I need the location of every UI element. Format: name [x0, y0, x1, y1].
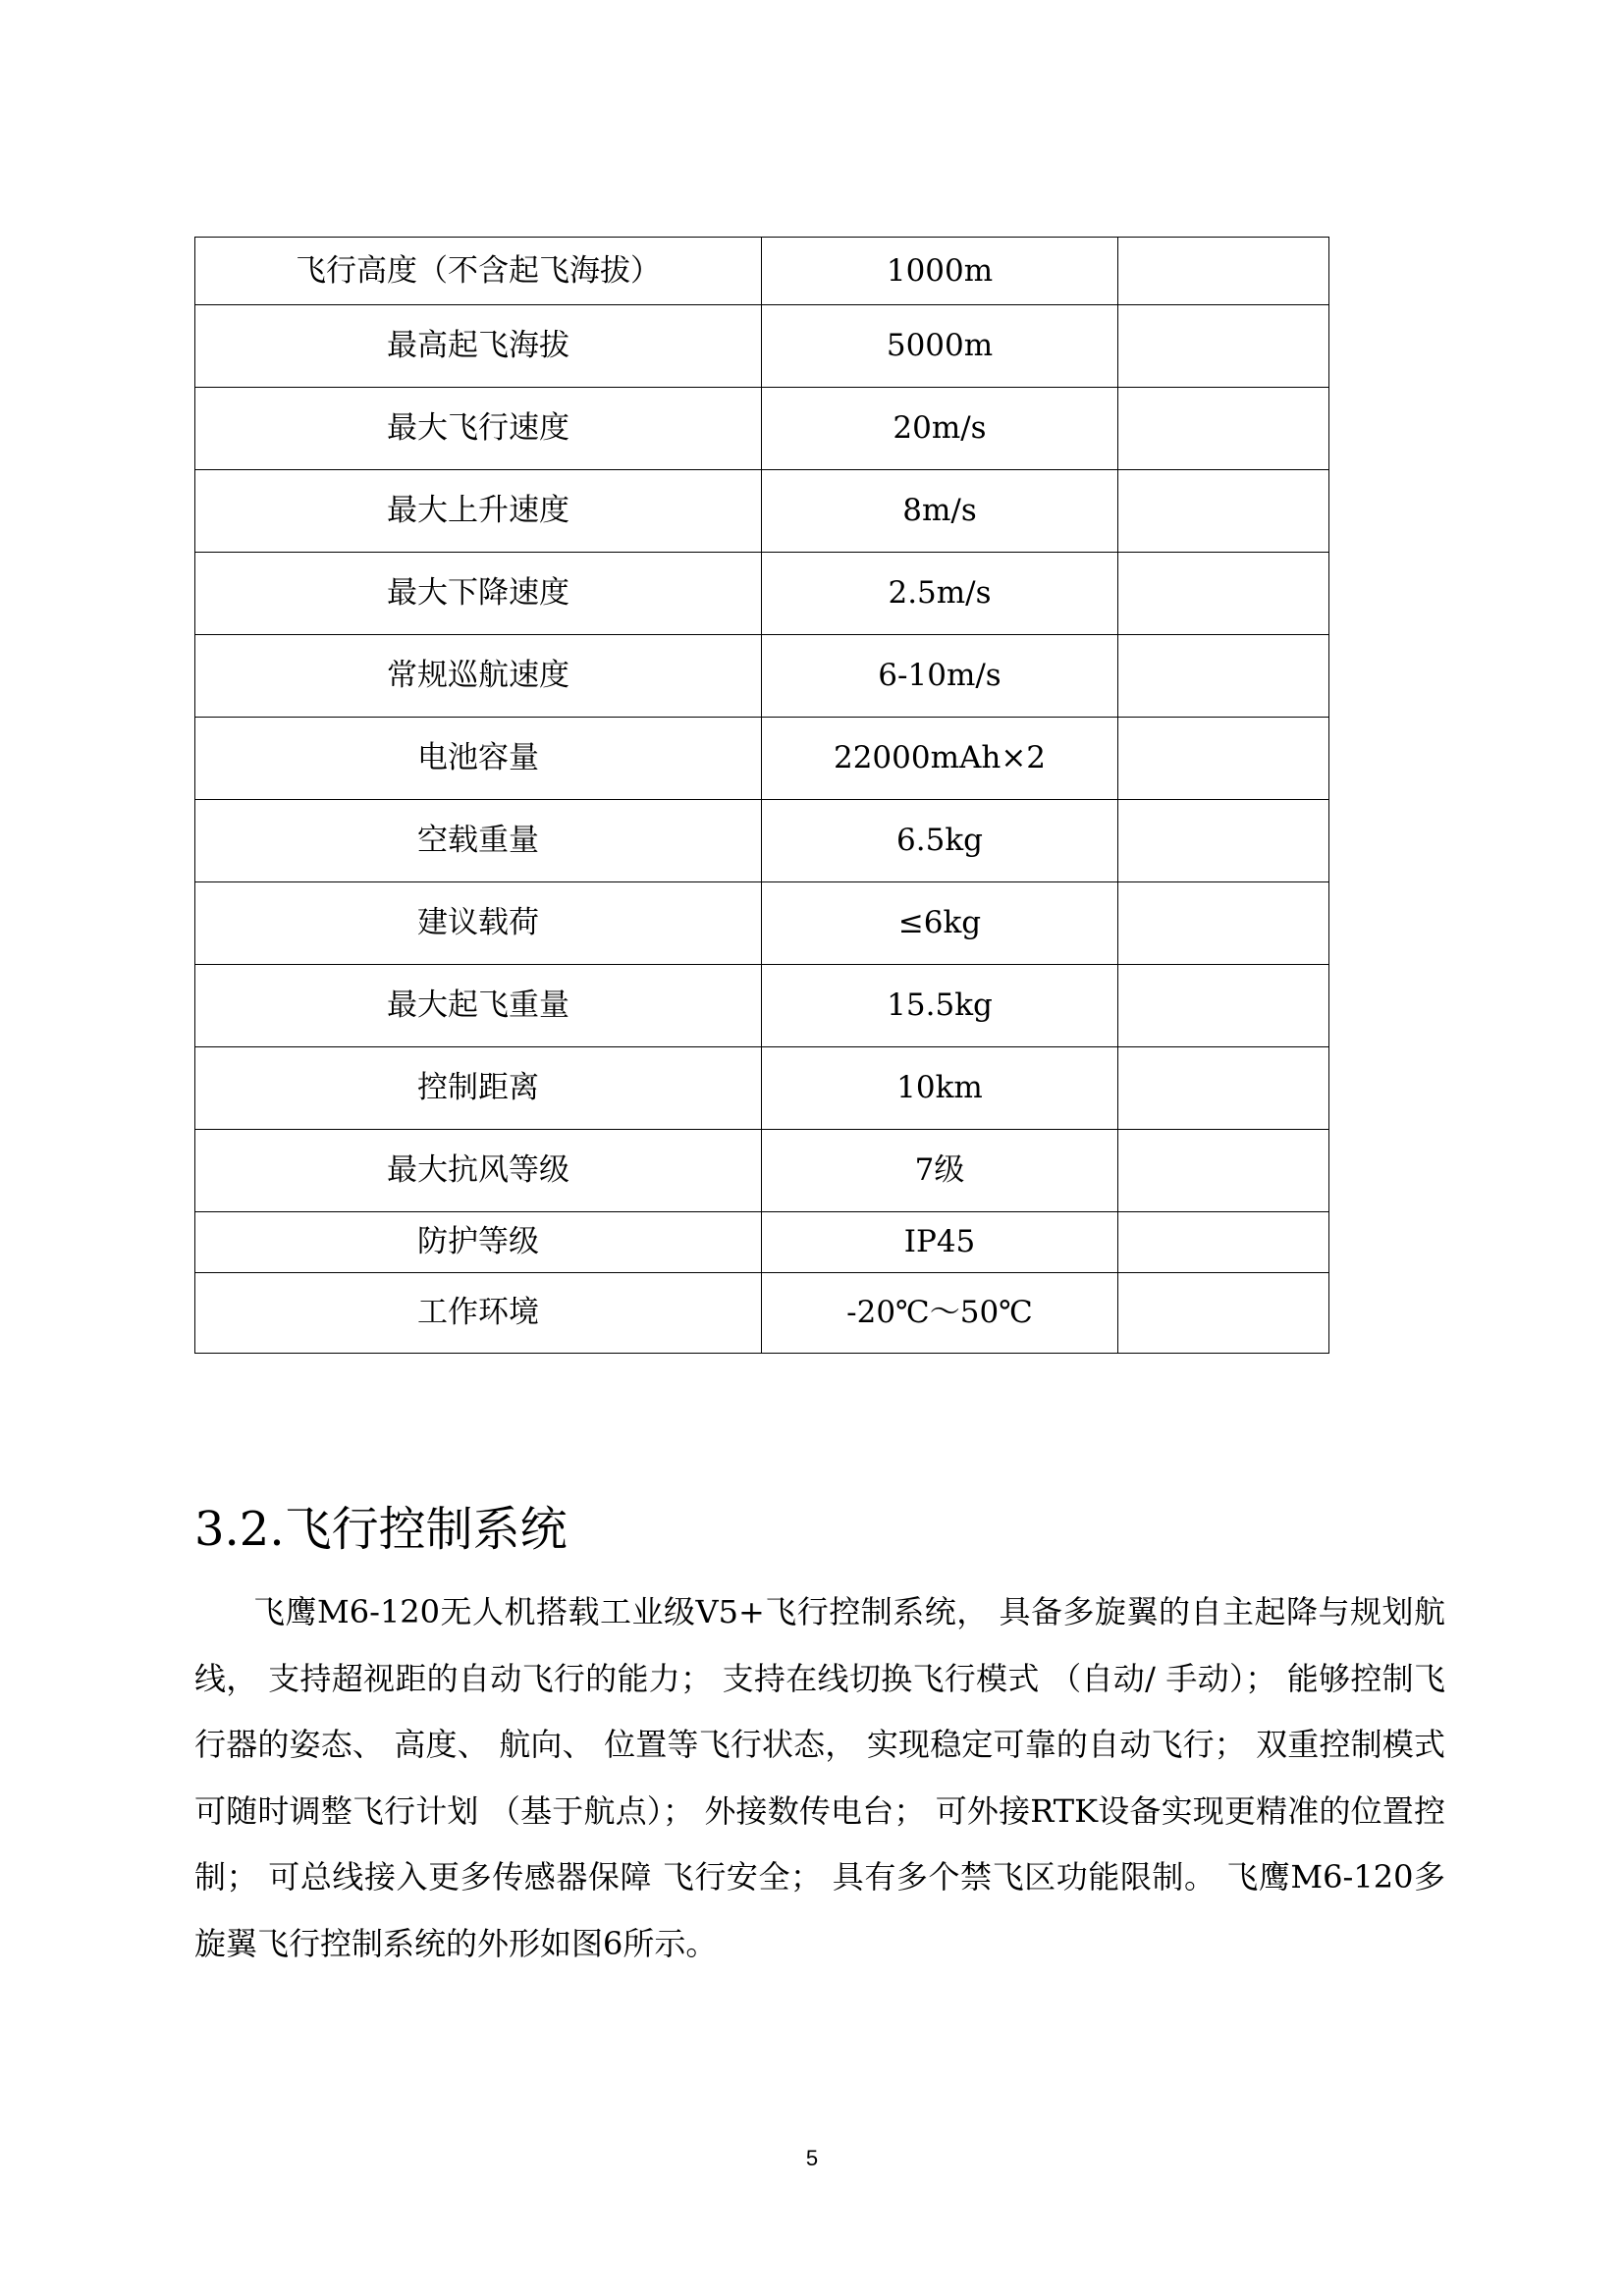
- note-cell: [1118, 388, 1329, 470]
- value-cell: 1000m: [762, 238, 1118, 305]
- value-cell: 8m/s: [762, 470, 1118, 553]
- value-cell: -20℃～50℃: [762, 1273, 1118, 1354]
- spec-table: [194, 237, 1329, 1354]
- table-row: [195, 1212, 1329, 1273]
- param-cell: 最高起飞海拔: [195, 305, 762, 388]
- page-number: 5: [805, 2146, 819, 2170]
- param-cell: 最大起飞重量: [195, 965, 762, 1047]
- value-cell: 7级: [762, 1130, 1118, 1212]
- value-cell: 10km: [762, 1047, 1118, 1130]
- param-cell: 建议载荷: [195, 882, 762, 965]
- note-cell: [1118, 1212, 1329, 1273]
- param-cell: 空载重量: [195, 800, 762, 882]
- param-cell: 防护等级: [195, 1212, 762, 1273]
- table-row: [195, 1047, 1329, 1130]
- note-cell: [1118, 1047, 1329, 1130]
- table-row: [195, 470, 1329, 553]
- param-cell: 最大上升速度: [195, 470, 762, 553]
- param-cell: 电池容量: [195, 718, 762, 800]
- table-row: [195, 238, 1329, 305]
- note-cell: [1118, 1130, 1329, 1212]
- value-cell: 20m/s: [762, 388, 1118, 470]
- param-cell: 最大飞行速度: [195, 388, 762, 470]
- table-row: [195, 965, 1329, 1047]
- value-cell: 5000m: [762, 305, 1118, 388]
- value-cell: 2.5m/s: [762, 553, 1118, 635]
- table-row: [195, 1130, 1329, 1212]
- table-row: [195, 305, 1329, 388]
- note-cell: [1118, 965, 1329, 1047]
- value-cell: ≤6kg: [762, 882, 1118, 965]
- param-cell: 最大抗风等级: [195, 1130, 762, 1212]
- table-row: [195, 388, 1329, 470]
- table-row: [195, 800, 1329, 882]
- note-cell: [1118, 238, 1329, 305]
- table-row: [195, 882, 1329, 965]
- param-cell: 常规巡航速度: [195, 635, 762, 718]
- table-row: [195, 718, 1329, 800]
- note-cell: [1118, 635, 1329, 718]
- value-cell: 15.5kg: [762, 965, 1118, 1047]
- note-cell: [1118, 305, 1329, 388]
- table-row: [195, 1273, 1329, 1354]
- note-cell: [1118, 800, 1329, 882]
- note-cell: [1118, 553, 1329, 635]
- note-cell: [1118, 718, 1329, 800]
- param-cell: 控制距离: [195, 1047, 762, 1130]
- note-cell: [1118, 1273, 1329, 1354]
- value-cell: 6.5kg: [762, 800, 1118, 882]
- table-row: [195, 635, 1329, 718]
- body-paragraph: 飞鹰M6-120无人机搭载工业级V5+飞行控制系统， 具备多旋翼的自主起降与规划航线， 支持超视距的自动飞行的能力； 支持在线切换飞行模式 （自动/ 手动）； 能够控制飞行器的姿态、 高度、 航向、 位置等飞行状态， 实现稳定可靠的自动飞行； 双重控制模式可随时调整飞行计划 （基于航点）； 外接数传电台； 可外接RTK设备实现更精准的位置控制； 可总线接入更多传感器保障 飞行安全； 具有多个禁飞区功能限制。 飞鹰M6-120多旋翼飞行控制系统的外形如图6所示。: [194, 1593, 1445, 1962]
- value-cell: 6-10m/s: [762, 635, 1118, 718]
- value-cell: IP45: [762, 1212, 1118, 1273]
- param-cell: 工作环境: [195, 1273, 762, 1354]
- table-row: [195, 553, 1329, 635]
- value-cell: 22000mAh×2: [762, 718, 1118, 800]
- param-cell: 飞行高度（不含起飞海拔）: [195, 238, 762, 305]
- note-cell: [1118, 470, 1329, 553]
- section-heading: 3.2.飞行控制系统: [194, 1502, 568, 1557]
- param-cell: 最大下降速度: [195, 553, 762, 635]
- note-cell: [1118, 882, 1329, 965]
